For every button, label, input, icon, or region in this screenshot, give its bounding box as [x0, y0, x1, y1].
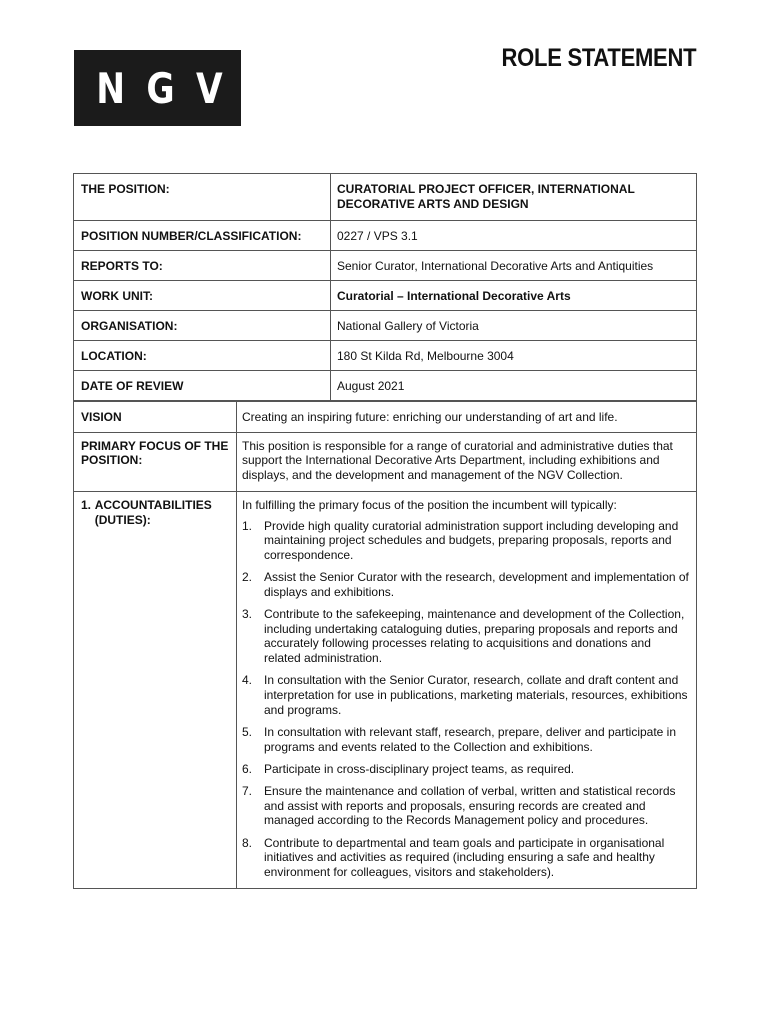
- primary-focus-row: [74, 432, 697, 491]
- position-title: CURATORIAL PROJECT OFFICER, INTERNATIONAL DECORATIVE ARTS AND DESIGN: [331, 174, 697, 221]
- logo-text: NGV: [96, 63, 245, 113]
- duties-list: [242, 519, 689, 880]
- detail-value: Senior Curator, International Decorative Arts and Antiquities: [331, 251, 697, 281]
- detail-row-reports-to: [74, 251, 697, 281]
- detail-label: REPORTS TO:: [74, 251, 331, 281]
- detail-value: 180 St Kilda Rd, Melbourne 3004: [331, 341, 697, 371]
- detail-value: Curatorial – International Decorative Arts: [331, 281, 697, 311]
- detail-label: THE POSITION:: [74, 174, 331, 221]
- detail-value: National Gallery of Victoria: [331, 311, 697, 341]
- list-item: 3. Contribute to the safekeeping, maintenance and development of the Collection, including undertaking cataloguing duties, preparing proposals and reports and accurately following processes relating to acquisitions and donations and related administration.: [242, 607, 685, 666]
- primary-focus-text: This position is responsible for a range of curatorial and administrative duties that support the International Decorative Arts Department, including exhibitions and displays, and the development and management of the NGV Collection.: [237, 432, 697, 491]
- detail-row-position: [74, 174, 697, 221]
- list-item: 4. In consultation with the Senior Curator, research, collate and draft content and interpretation for use in publications, marketing materials, resources, exhibitions and programs.: [242, 673, 688, 717]
- ngv-logo: [74, 50, 245, 126]
- detail-label: POSITION NUMBER/CLASSIFICATION:: [74, 221, 331, 251]
- accountabilities-number: 1.: [81, 497, 92, 512]
- list-item: 7. Ensure the maintenance and collation of verbal, written and statistical records and assist with reports and proposals, ensuring records are created and managed according to the Records Management policy and procedures.: [242, 784, 676, 828]
- role-statement-table: [73, 173, 697, 401]
- accountabilities-content: [237, 491, 697, 888]
- accountabilities-intro: In fulfilling the primary focus of the position the incumbent will typically:: [242, 497, 617, 512]
- primary-focus-label: PRIMARY FOCUS OF THE POSITION:: [74, 432, 237, 491]
- detail-row-work-unit: [74, 281, 697, 311]
- vision-row: [74, 402, 697, 433]
- accountabilities-row: [74, 491, 697, 888]
- detail-label: WORK UNIT:: [74, 281, 331, 311]
- list-item: 6. Participate in cross-disciplinary project teams, as required.: [242, 761, 575, 776]
- accountabilities-label-cell: [74, 491, 237, 888]
- detail-label: DATE OF REVIEW: [74, 371, 331, 401]
- list-item: 5. In consultation with relevant staff, research, prepare, deliver and participate in programs and events related to the Collection and exhibitions.: [242, 724, 677, 754]
- detail-row-date-of-review: [74, 371, 697, 401]
- detail-value: August 2021: [331, 371, 697, 401]
- list-item: 1. Provide high quality curatorial administration support including developing and maintaining project schedules and budgets, preparing proposals, reports and correspondence.: [242, 518, 679, 562]
- role-description-table: [73, 401, 697, 889]
- detail-label: LOCATION:: [74, 341, 331, 371]
- detail-row-organisation: [74, 311, 697, 341]
- accountabilities-label: ACCOUNTABILITIES (DUTIES):: [94, 497, 212, 527]
- detail-row-classification: [74, 221, 697, 251]
- list-item: 2. Assist the Senior Curator with the research, development and implementation of displays and exhibitions.: [242, 570, 689, 599]
- vision-text: Creating an inspiring future: enriching our understanding of art and life.: [237, 402, 697, 433]
- detail-row-location: [74, 341, 697, 371]
- list-item: 8. Contribute to departmental and team goals and participate in organisational initiatives and activities as required (including ensuring a safe and healthy environment for colleagues, visitors and stakeholders).: [242, 835, 665, 880]
- detail-label: ORGANISATION:: [74, 311, 331, 341]
- document-title: ROLE STATEMENT: [501, 44, 696, 72]
- detail-value: 0227 / VPS 3.1: [331, 221, 697, 251]
- vision-label: VISION: [74, 402, 237, 433]
